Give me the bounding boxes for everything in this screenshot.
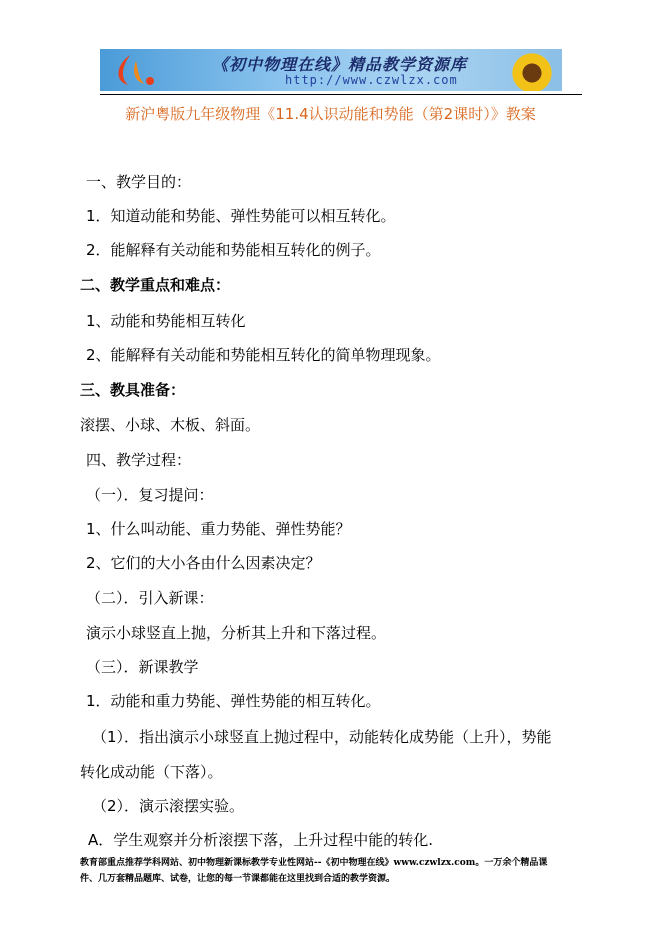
lesson-point-1-1: （1）．指出演示小球竖直上抛过程中，动能转化成势能（上升），势能 [92,728,552,746]
header-banner [100,49,562,91]
objective-item-2: 2．能解释有关动能和势能相互转化的例子。 [86,241,381,259]
materials-list: 滚摆、小球、木板、斜面。 [80,416,261,434]
subsection-review: （一）．复习提问： [86,486,214,504]
key-point-item-1: 1、动能和势能相互转化 [86,312,246,330]
lesson-point-a: A．学生观察并分析滚摆下落，上升过程中能的转化. [88,831,434,849]
section-heading-materials: 三、教具准备： [80,381,186,399]
objective-item-1: 1．知道动能和势能、弹性势能可以相互转化。 [86,207,396,225]
banner-title: 《初中物理在线》精品教学资源库 [212,55,468,74]
document-title: 新沪粤版九年级物理《11.4认识动能和势能（第2课时）》教案 [125,105,536,123]
lesson-point-1: 1．动能和重力势能、弹性势能的相互转化。 [86,692,381,710]
lesson-point-1-1-continued: 转化成动能（下落）。 [80,763,223,781]
header-divider [100,94,582,95]
footer-line-1: 教育部重点推荐学科网站、初中物理新课标教学专业性网站--《初中物理在线》www.czwlzx.com。一万余个精品课 [80,858,548,868]
introduction-text: 演示小球竖直上抛，分析其上升和下落过程。 [86,624,387,642]
review-question-1: 1、什么叫动能、重力势能、弹性势能？ [86,520,351,538]
page-footer [80,855,590,887]
footer-line-2: 件、几万套精品题库、试卷，让您的每一节课都能在这里找到合适的教学资源。 [80,874,396,884]
section-heading-objectives: 一、教学目的： [86,173,192,191]
section-heading-key-points: 二、教学重点和难点： [80,276,231,294]
key-point-item-2: 2、能解释有关动能和势能相互转化的简单物理现象。 [86,346,441,364]
subsection-introduction: （二）．引入新课： [86,589,214,607]
review-question-2: 2、它们的大小各由什么因素决定？ [86,554,321,572]
sunflower-icon [510,51,554,91]
site-logo-icon [110,51,164,89]
banner-url[interactable]: http://www.czwlzx.com [285,73,458,87]
subsection-new-lesson: （三）．新课教学 [86,658,199,676]
section-heading-process: 四、教学过程： [86,451,192,469]
lesson-point-1-2: （2）．演示滚摆实验。 [92,797,245,815]
